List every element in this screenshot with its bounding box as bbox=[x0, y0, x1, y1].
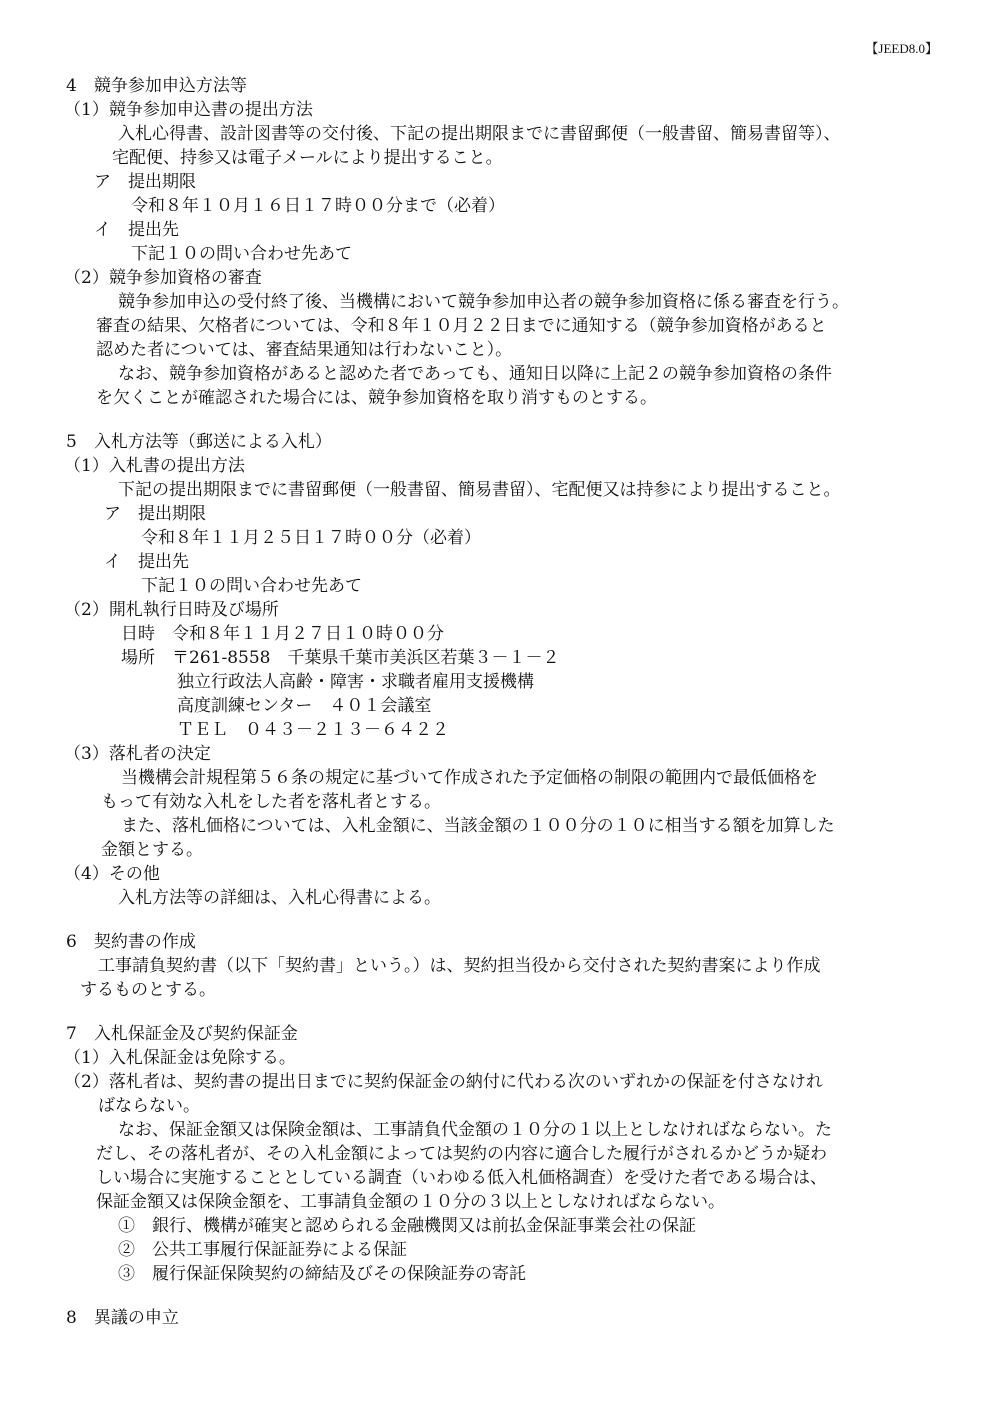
text-line: 5 入札方法等（郵送による入札） bbox=[66, 432, 332, 452]
text-line: ア 提出期限 bbox=[104, 504, 206, 524]
text-line: 認めた者については、審査結果通知は行わないこと）。 bbox=[96, 340, 513, 360]
text-line: （1）競争参加申込書の提出方法 bbox=[64, 100, 313, 120]
text-line: 当機構会計規程第５６条の規定に基づいて作成された予定価格の制限の範囲内で最低価格を bbox=[121, 768, 818, 788]
text-line: するものとする。 bbox=[80, 980, 216, 1000]
text-line: ＴＥＬ ０４３－２１３－６４２２ bbox=[177, 720, 449, 740]
text-line: （2）開札執行日時及び場所 bbox=[64, 600, 279, 620]
text-line: 4 競争参加申込方法等 bbox=[66, 76, 247, 96]
text-line: ア 提出期限 bbox=[94, 172, 196, 192]
text-line: 宅配便、持参又は電子メールにより提出すること。 bbox=[112, 148, 503, 168]
text-line: ばならない。 bbox=[98, 1096, 200, 1116]
text-line: イ 提出先 bbox=[94, 220, 179, 240]
text-line: を欠くことが確認された場合には、競争参加資格を取り消すものとする。 bbox=[96, 388, 657, 408]
text-line: ① 銀行、機構が確実と認められる金融機関又は前払金保証事業会社の保証 bbox=[118, 1216, 696, 1236]
text-line: 競争参加申込の受付終了後、当機構において競争参加申込者の競争参加資格に係る審査を行う。 bbox=[118, 292, 849, 312]
text-line: なお、保証金額又は保険金額は、工事請負代金額の１０分の１以上としなければならない。た bbox=[118, 1120, 832, 1140]
text-line: イ 提出先 bbox=[104, 552, 189, 572]
text-line: だし、その落札者が、その入札金額によっては契約の内容に適合した履行がされるかどうか疑わ bbox=[96, 1144, 827, 1164]
text-line: （2）落札者は、契約書の提出日までに契約保証金の納付に代わる次のいずれかの保証を付さなけれ bbox=[64, 1072, 823, 1092]
text-line: 独立行政法人高齢・障害・求職者雇用支援機構 bbox=[177, 672, 534, 692]
text-line: 令和８年１０月１６日１７時００分まで（必着） bbox=[131, 196, 505, 216]
text-line: 下記１０の問い合わせ先あて bbox=[141, 576, 362, 596]
text-line: 入札方法等の詳細は、入札心得書による。 bbox=[118, 888, 441, 908]
text-line: 保証金額又は保険金額を、工事請負金額の１０分の３以上としなければならない。 bbox=[96, 1192, 725, 1212]
text-line: 下記の提出期限までに書留郵便（一般書留、簡易書留）、宅配便又は持参により提出すること。 bbox=[118, 480, 841, 500]
text-line: 場所 〒261-8558 千葉県千葉市美浜区若葉３－１－２ bbox=[121, 648, 560, 668]
text-line: 工事請負契約書（以下「契約書」という。）は、契約担当役から交付された契約書案により作成 bbox=[98, 956, 821, 976]
document-reference: 【JEED8.0】 bbox=[865, 41, 938, 56]
text-line: 令和８年１１月２５日１７時００分（必着） bbox=[141, 528, 481, 548]
text-line: （4）その他 bbox=[64, 864, 160, 884]
text-line: 日時 令和８年１１月２７日１０時００分 bbox=[121, 624, 444, 644]
text-line: 下記１０の問い合わせ先あて bbox=[131, 244, 352, 264]
text-line: 入札心得書、設計図書等の交付後、下記の提出期限までに書留郵便（一般書留、簡易書留等）、 bbox=[118, 124, 841, 144]
text-line: （3）落札者の決定 bbox=[64, 744, 211, 764]
text-line: 7 入札保証金及び契約保証金 bbox=[66, 1024, 298, 1044]
text-line: ③ 履行保証保険契約の締結及びその保険証券の寄託 bbox=[118, 1264, 526, 1284]
text-line: なお、競争参加資格があると認めた者であっても、通知日以降に上記２の競争参加資格の条件 bbox=[118, 364, 832, 384]
text-line: 8 異議の申立 bbox=[66, 1308, 179, 1328]
text-line: 6 契約書の作成 bbox=[66, 932, 196, 952]
text-line: ② 公共工事履行保証証券による保証 bbox=[118, 1240, 407, 1260]
text-line: （2）競争参加資格の審査 bbox=[64, 268, 262, 288]
text-line: また、落札価格については、入札金額に、当該金額の１００分の１０に相当する額を加算した bbox=[121, 816, 835, 836]
text-line: もって有効な入札をした者を落札者とする。 bbox=[101, 792, 441, 812]
text-line: （1）入札保証金は免除する。 bbox=[64, 1048, 296, 1068]
text-line: 高度訓練センター ４０１会議室 bbox=[177, 696, 432, 716]
text-line: （1）入札書の提出方法 bbox=[64, 456, 245, 476]
text-line: 審査の結果、欠格者については、令和８年１０月２２日までに通知する（競争参加資格があると bbox=[96, 316, 827, 336]
text-line: しい場合に実施することとしている調査（いわゆる低入札価格調査）を受けた者である場合は、 bbox=[96, 1168, 827, 1188]
text-line: 金額とする。 bbox=[101, 840, 203, 860]
